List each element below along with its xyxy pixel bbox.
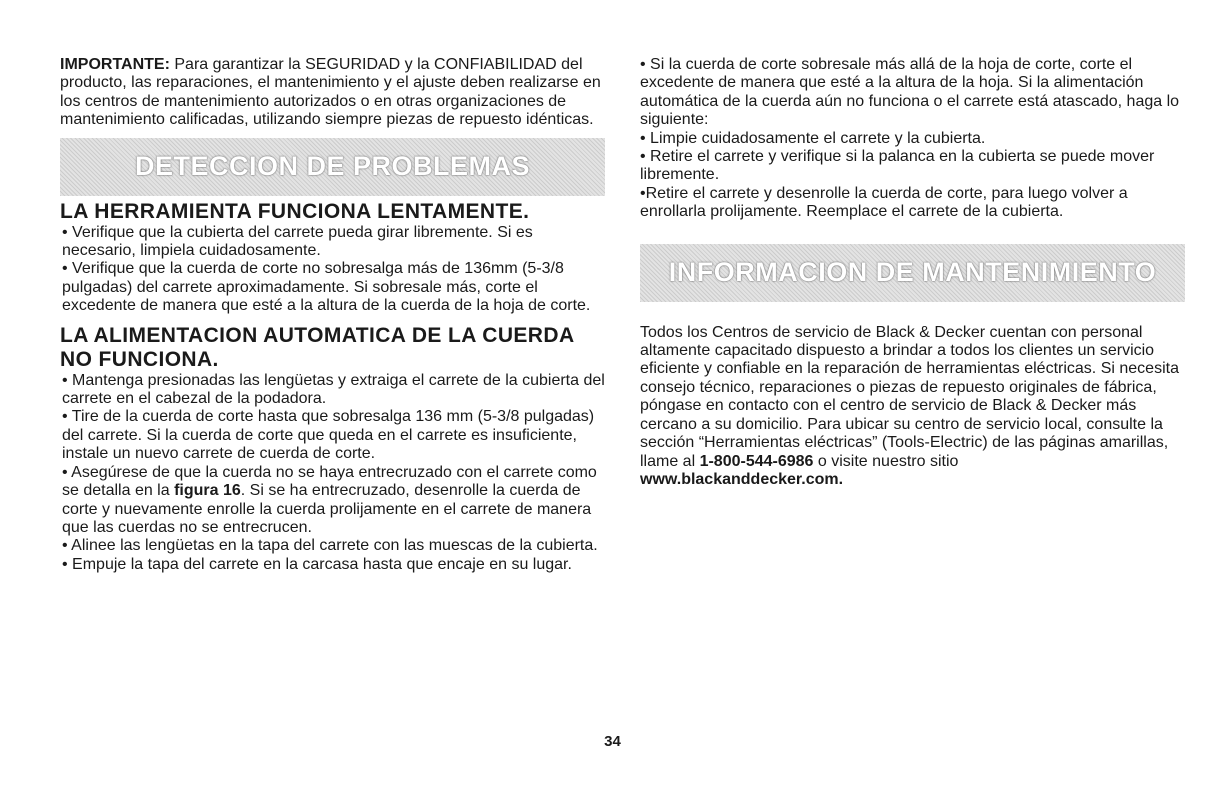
list-item: • Verifique que la cuerda de corte no sobresalga más de 136mm (5-3/8 pulgadas) del carrete aproximadamente. Si sobresale más, corte el excedente de manera que esté a la altura de la cuerda de la hoja de corte. [62, 260, 591, 315]
list-item: • Verifique que la cubierta del carrete pueda girar libremente. Si es necesario, limpiela cuidadosamente. [62, 223, 533, 260]
maintenance-info-body: Todos los Centros de servicio de Black & Decker cuentan con personal altamente capacitado dispuesto a brindar a todos los clientes un servicio eficiente y confiable en la reparación de herramientas eléctricas. Si necesita consejo técnico, reparaciones o piezas de repuesto originales de fábrica, póngase en contacto con el centro de servicio de Black & Decker más cercano a su domicilio. Para ubicar su centro de servicio local, consulte la sección “Herramientas eléctricas” (Tools-Electric) de las páginas amarillas, llame al [640, 323, 1179, 470]
section-auto-feed-list [60, 372, 605, 574]
list-item: • Si la cuerda de corte sobresale más allá de la hoja de corte, corte el excedente de manera que esté a la altura de la hoja. Si la alimentación automática de la cuerda aún no funciona o el carrete está atascado, haga lo siguiente: [640, 56, 1180, 129]
list-item-text: • Asegúrese de que la cuerda no se haya entrecruzado con el carrete como se detalla en la [62, 463, 597, 500]
troubleshooting-banner-title: DETECCION DE PROBLEMAS [134, 151, 531, 182]
list-item: • Mantenga presionadas las lengüetas y extraiga el carrete de la cubierta del carrete en el cabezal de la podadora. [62, 371, 605, 408]
phone-number: 1-800-544-6986 [699, 452, 814, 470]
important-label: IMPORTANTE: [60, 56, 170, 73]
section-slow-tool-title: LA HERRAMIENTA FUNCIONA LENTAMENTE. [60, 199, 530, 223]
troubleshooting-banner [60, 138, 605, 196]
list-item: • Tire de la cuerda de corte hasta que sobresalga 136 mm (5-3/8 pulgadas) del carrete. Si la cuerda de corte que queda en el carrete es insuficiente, instale un nuevo carrete de cuerda de corte. [62, 408, 595, 463]
important-text: Para garantizar la SEGURIDAD y la CONFIABILIDAD del producto, las reparaciones, el mantenimiento y el ajuste deben realizarse en los centros de mantenimiento autorizados o en otras organizaciones de mantenimiento calificadas, utilizando siempre piezas de repuesto idénticas. [60, 56, 601, 129]
important-notice [60, 56, 605, 130]
left-column [60, 56, 605, 574]
list-item: • Alinee las lengüetas en la tapa del carrete con las muescas de la cubierta. [62, 537, 598, 555]
maintenance-info-body-end: o visite nuestro sitio [813, 452, 959, 470]
list-item [62, 464, 605, 538]
list-item: • Empuje la tapa del carrete en la carcasa hasta que encaje en su lugar. [62, 555, 572, 573]
page-number: 34 [604, 733, 621, 750]
list-item-text: . Si se ha entrecruzado, desenrolle la cuerda de corte y nuevamente enrolle la cuerda prolijamente en el carrete de manera que las cuerdas no se entrecrucen. [62, 482, 592, 536]
section-auto-feed-title [60, 324, 605, 372]
section-auto-feed-title-line2: NO FUNCIONA. [60, 347, 219, 371]
right-column [640, 56, 1185, 489]
section-slow-tool-list [60, 224, 605, 316]
website-link[interactable]: www.blackanddecker.com. [640, 470, 844, 488]
section-auto-feed-title-line1: LA ALIMENTACION AUTOMATICA DE LA CUERDA [60, 323, 575, 347]
list-item: • Limpie cuidadosamente el carrete y la cubierta. [640, 129, 986, 147]
list-item: •Retire el carrete y desenrolle la cuerda de corte, para luego volver a enrollarla prolijamente. Reemplace el carrete de la cubierta. [640, 184, 1128, 221]
maintenance-info-text [640, 324, 1185, 490]
figure-reference: figura 16 [174, 482, 241, 500]
troubleshooting-continued-list [640, 56, 1185, 222]
maintenance-banner [640, 244, 1185, 302]
list-item: • Retire el carrete y verifique si la palanca en la cubierta se puede mover libremente. [640, 148, 1155, 184]
maintenance-banner-title: INFORMACION DE MANTENIMIENTO [668, 257, 1157, 288]
